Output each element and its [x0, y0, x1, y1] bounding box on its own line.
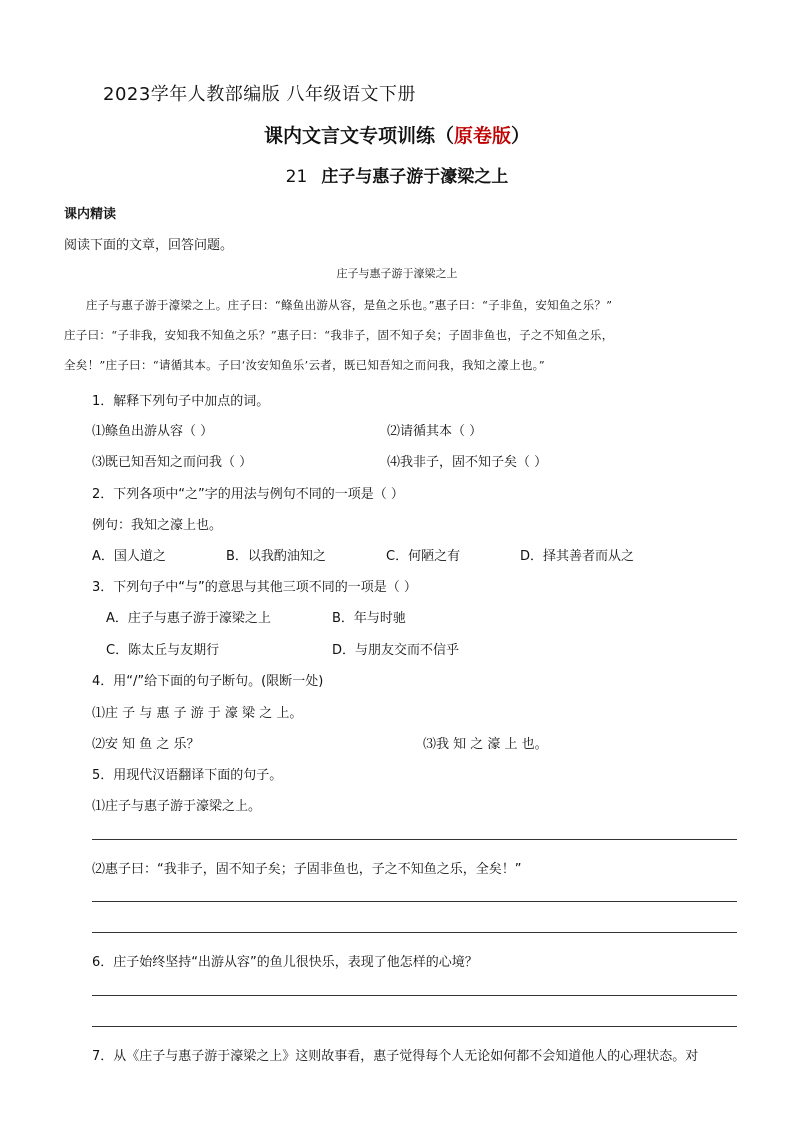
- question-1-item-a: ⑴鲦鱼出游从容（ ）: [92, 424, 214, 439]
- passage-title: 庄子与惠子游于濠梁之上: [336, 267, 458, 280]
- document-header: 2023学年人教部编版 八年级语文下册: [103, 84, 417, 105]
- lesson-heading: [0, 162, 794, 187]
- lesson-name: 庄子与惠子游于濠梁之上: [321, 167, 509, 187]
- title-close: ）: [511, 125, 531, 147]
- question-1-stem: 1．解释下列句子中加点的词。: [92, 394, 270, 409]
- question-1-item-d: ⑷我非子，固不知子矣（ ）: [387, 455, 548, 470]
- section-heading: 课内精读: [64, 207, 117, 222]
- question-7-stem: 7．从《庄子与惠子游于濠梁之上》这则故事看，惠子觉得每个人无论如何都不会知道他人的心理状态。对: [92, 1049, 699, 1064]
- passage-line: 庄子与惠子游于濠梁之上。庄子曰：“鲦鱼出游从容，是鱼之乐也。”惠子曰：“子非鱼，安知鱼之乐？”: [86, 298, 613, 312]
- question-5-item-b: ⑵惠子曰：“我非子，固不知子矣；子固非鱼也，子之不知鱼之乐，全矣！”: [92, 862, 522, 877]
- answer-line[interactable]: [92, 839, 737, 840]
- question-2-stem: 2．下列各项中“之”字的用法与例句不同的一项是（ ）: [92, 487, 404, 502]
- question-3-option-a: A．庄子与惠子游于濠梁之上: [106, 611, 271, 626]
- answer-line[interactable]: [92, 901, 737, 902]
- answer-line[interactable]: [92, 932, 737, 933]
- question-4-stem: 4．用“/”给下面的句子断句。(限断一处): [92, 674, 324, 689]
- question-2-option-c: C．何陋之有: [386, 549, 461, 564]
- page-title: [0, 121, 794, 148]
- question-3-option-b: B．年与时驰: [332, 611, 406, 626]
- question-3-option-d: D．与朋友交而不信乎: [332, 643, 460, 658]
- passage-line: 庄子曰：“子非我，安知我不知鱼之乐？”惠子曰：“我非子，固不知子矣；子固非鱼也，子之不知鱼之乐，: [64, 328, 614, 342]
- question-6-stem: 6．庄子始终坚持“出游从容”的鱼儿很快乐，表现了他怎样的心境？: [92, 955, 478, 970]
- passage-line: 全矣！”庄子曰：“请循其本。子曰‘汝安知鱼乐’云者，既已知吾知之而问我，我知之濠上也。”: [64, 358, 545, 372]
- answer-line[interactable]: [92, 995, 737, 996]
- question-3-stem: 3．下列句子中“与”的意思与其他三项不同的一项是（ ）: [92, 580, 417, 595]
- question-3-option-c: C．陈太丘与友期行: [106, 643, 220, 658]
- lesson-number: 21: [285, 167, 308, 187]
- question-2-option-b: B．以我酌油知之: [226, 549, 326, 564]
- question-5-item-a: ⑴庄子与惠子游于濠梁之上。: [92, 799, 262, 814]
- question-2-option-d: D．择其善者而从之: [520, 549, 635, 564]
- title-main: 课内文言文专项训练（: [263, 125, 454, 147]
- instruction-text: 阅读下面的文章，回答问题。: [64, 238, 234, 253]
- answer-line[interactable]: [92, 1026, 737, 1027]
- question-4-item-c: ⑶我 知 之 濠 上 也。: [423, 737, 548, 752]
- question-5-stem: 5．用现代汉语翻译下面的句子。: [92, 768, 283, 783]
- question-1-item-b: ⑵请循其本（ ）: [387, 424, 483, 439]
- question-4-item-b: ⑵安 知 鱼 之 乐？: [92, 737, 200, 752]
- question-2-option-a: A．国人道之: [92, 549, 166, 564]
- question-1-item-c: ⑶既已知吾知之而问我（ ）: [92, 455, 253, 470]
- question-4-item-a: ⑴庄 子 与 惠 子 游 于 濠 梁 之 上。: [92, 706, 303, 721]
- title-accent: 原卷版: [453, 125, 511, 147]
- question-2-example: 例句：我知之濠上也。: [92, 518, 223, 533]
